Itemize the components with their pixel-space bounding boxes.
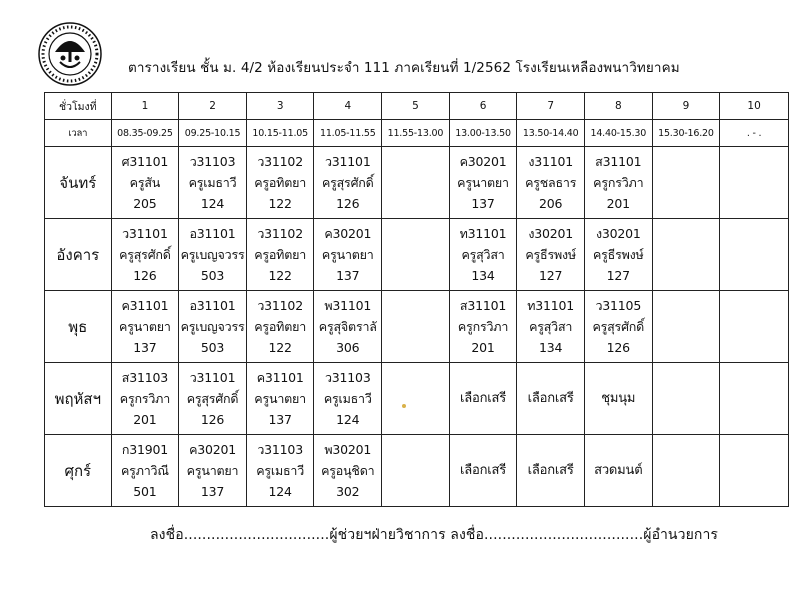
timetable xyxy=(44,92,789,507)
subject-room: 201 xyxy=(471,340,495,355)
subject-room: 127 xyxy=(539,268,563,283)
timetable-cell xyxy=(449,147,517,219)
timetable-cell xyxy=(584,363,652,435)
period-time: 09.25-10.15 xyxy=(179,120,247,147)
subject-room: 137 xyxy=(268,412,292,427)
period-time: 10.15-11.05 xyxy=(246,120,314,147)
timetable-cell xyxy=(111,435,179,507)
subject-teacher: ครูเบญจวรร xyxy=(180,247,245,262)
day-row xyxy=(45,435,789,507)
subject-code: ว31101 xyxy=(324,154,371,169)
subject-teacher: ครูอนุชิดา xyxy=(321,463,375,478)
subject-code: ว31105 xyxy=(595,298,642,313)
period-number: 8 xyxy=(584,93,652,120)
period-time: 11.05-11.55 xyxy=(314,120,382,147)
subject-room: 127 xyxy=(606,268,630,283)
timetable-cell xyxy=(584,219,652,291)
subject-code: ค30201 xyxy=(459,154,507,169)
timetable-cell xyxy=(179,147,247,219)
subject-teacher: ครูกรวิภา xyxy=(593,175,644,190)
subject-room: 122 xyxy=(268,340,292,355)
subject-teacher: ครูสุจิตราลั xyxy=(318,319,377,334)
subject-room: 126 xyxy=(133,268,157,283)
timetable-cell xyxy=(246,147,314,219)
timetable-cell xyxy=(584,435,652,507)
subject-code: ว31103 xyxy=(324,370,371,385)
subject-room: 122 xyxy=(268,196,292,211)
activity-label: เลือกเสรี xyxy=(527,391,574,406)
paper-speck xyxy=(402,404,406,408)
subject-code: ส31101 xyxy=(459,298,507,313)
subject-teacher: ครูภาวิณี xyxy=(121,463,169,478)
subject-code: ค31101 xyxy=(121,298,169,313)
subject-teacher: ครูนาตยา xyxy=(119,319,171,334)
timetable-cell xyxy=(179,291,247,363)
day-label: อังคาร xyxy=(45,219,112,291)
subject-room: 126 xyxy=(606,340,630,355)
subject-code: ว31103 xyxy=(257,442,303,457)
subject-code: ศ31101 xyxy=(121,154,169,169)
subject-room: 501 xyxy=(133,484,157,499)
subject-teacher: ครูกรวิภา xyxy=(457,319,509,334)
subject-code: อ31101 xyxy=(189,226,236,241)
timetable-cell xyxy=(720,147,789,219)
timetable-cell xyxy=(314,435,382,507)
subject-teacher: ครูอทิตยา xyxy=(254,247,307,262)
signature-assistant: ลงชื่อ................................ผู้ช่วยฯฝ่ายวิชาการ xyxy=(150,527,446,543)
subject-code: ว31101 xyxy=(189,370,236,385)
period-time: 13.50-14.40 xyxy=(517,120,585,147)
timetable-cell xyxy=(179,219,247,291)
subject-room: 137 xyxy=(336,268,360,283)
subject-room: 122 xyxy=(268,268,292,283)
day-label: ศุกร์ xyxy=(45,435,112,507)
timetable-cell xyxy=(720,219,789,291)
subject-code: ค31101 xyxy=(256,370,304,385)
day-row xyxy=(45,219,789,291)
subject-code: ท31101 xyxy=(459,226,507,241)
timetable-cell xyxy=(652,219,720,291)
activity-label: เลือกเสรี xyxy=(460,391,507,406)
subject-code: ว31101 xyxy=(122,226,168,241)
timetable-cell xyxy=(652,363,720,435)
subject-room: 137 xyxy=(471,196,495,211)
timetable-cell xyxy=(652,435,720,507)
timetable-cell xyxy=(720,291,789,363)
subject-teacher: ครูสุวิสา xyxy=(461,247,505,262)
timetable-cell xyxy=(382,147,450,219)
subject-teacher: ครูนาตยา xyxy=(457,175,509,190)
period-number: 2 xyxy=(179,93,247,120)
time-label: เวลา xyxy=(45,120,112,147)
subject-teacher: ครูเมธาวี xyxy=(256,463,305,478)
time-header-row xyxy=(45,120,789,147)
period-number: 6 xyxy=(449,93,517,120)
timetable-cell xyxy=(111,363,179,435)
subject-room: 137 xyxy=(133,340,157,355)
subject-room: 134 xyxy=(471,268,495,283)
period-number: 1 xyxy=(111,93,179,120)
subject-code: ก31901 xyxy=(121,442,168,457)
subject-teacher: ครูนาตยา xyxy=(321,247,374,262)
period-label: ชั่วโมงที่ xyxy=(45,93,112,120)
subject-teacher: ครูอทิตยา xyxy=(254,175,307,190)
subject-teacher: ครูสุรศักดิ์ xyxy=(186,391,239,406)
subject-code: พ31101 xyxy=(324,298,372,313)
subject-teacher: ครูนาตยา xyxy=(254,391,306,406)
timetable-cell xyxy=(449,291,517,363)
subject-teacher: ครูนาตยา xyxy=(186,463,239,478)
timetable-cell xyxy=(382,219,450,291)
timetable-cell xyxy=(314,291,382,363)
period-time: 11.55-13.00 xyxy=(382,120,450,147)
subject-code: ง31101 xyxy=(528,154,573,169)
period-time: 15.30-16.20 xyxy=(652,120,720,147)
subject-room: 503 xyxy=(200,268,225,283)
subject-room: 503 xyxy=(200,340,225,355)
subject-teacher: ครูเบญจวรร xyxy=(180,319,245,334)
timetable-cell xyxy=(382,363,450,435)
subject-teacher: ครูเมธาวี xyxy=(188,175,237,190)
subject-code: ว31103 xyxy=(189,154,236,169)
timetable-cell xyxy=(720,435,789,507)
day-label: พุธ xyxy=(45,291,112,363)
school-logo xyxy=(38,22,102,86)
timetable-cell xyxy=(179,435,247,507)
subject-code: ว31102 xyxy=(257,154,303,169)
timetable-cell xyxy=(449,363,517,435)
period-time: 08.35-09.25 xyxy=(111,120,179,147)
day-label: จันทร์ xyxy=(45,147,112,219)
activity-label: ชุมนุม xyxy=(601,391,636,406)
subject-code: พ30201 xyxy=(324,442,372,457)
timetable-cell xyxy=(517,435,585,507)
subject-teacher: ครูสุรศักดิ์ xyxy=(119,247,171,262)
period-time: . - . xyxy=(720,120,789,147)
subject-room: 124 xyxy=(200,196,225,211)
timetable-cell xyxy=(449,435,517,507)
period-number: 9 xyxy=(652,93,720,120)
subject-code: ค30201 xyxy=(324,226,372,241)
timetable-cell xyxy=(517,291,585,363)
subject-teacher: ครูสุรศักดิ์ xyxy=(592,319,645,334)
subject-teacher: ครูสุรศักดิ์ xyxy=(321,175,374,190)
subject-room: 126 xyxy=(336,196,360,211)
day-row xyxy=(45,147,789,219)
timetable-cell xyxy=(382,291,450,363)
activity-label: เลือกเสรี xyxy=(527,463,574,478)
subject-teacher: ครูธีรพงษ์ xyxy=(525,247,576,262)
subject-room: 126 xyxy=(200,412,225,427)
timetable-cell xyxy=(652,147,720,219)
subject-code: ว31102 xyxy=(257,226,303,241)
timetable-cell xyxy=(111,291,179,363)
day-row xyxy=(45,291,789,363)
period-number: 5 xyxy=(382,93,450,120)
period-number: 7 xyxy=(517,93,585,120)
activity-label: เลือกเสรี xyxy=(460,463,507,478)
signature-director: ลงชื่อ...................................ผู้อำนวยการ xyxy=(450,527,719,543)
timetable-cell xyxy=(179,363,247,435)
subject-room: 306 xyxy=(336,340,360,355)
subject-teacher: ครูธีรพงษ์ xyxy=(592,247,644,262)
page-title: ตารางเรียน ชั้น ม. 4/2 ห้องเรียนประจำ 111 ภาคเรียนที่ 1/2562 โรงเรียนเหลืองพนาวิทยาคม xyxy=(128,60,680,76)
subject-code: ค30201 xyxy=(189,442,236,457)
period-header-row xyxy=(45,93,789,120)
period-time: 13.00-13.50 xyxy=(449,120,517,147)
timetable-cell xyxy=(314,363,382,435)
period-number: 3 xyxy=(246,93,314,120)
subject-code: ง30201 xyxy=(595,226,641,241)
subject-code: อ31101 xyxy=(189,298,236,313)
timetable-cell xyxy=(246,291,314,363)
subject-code: ว31102 xyxy=(257,298,303,313)
timetable-cell xyxy=(584,291,652,363)
subject-room: 206 xyxy=(539,196,563,211)
timetable-cell xyxy=(720,363,789,435)
timetable-cell xyxy=(246,435,314,507)
period-number: 10 xyxy=(720,93,789,120)
subject-teacher: ครูกรวิภา xyxy=(119,391,171,406)
timetable-cell xyxy=(314,219,382,291)
period-time: 14.40-15.30 xyxy=(584,120,652,147)
timetable-cell xyxy=(246,219,314,291)
subject-code: ท31101 xyxy=(527,298,575,313)
timetable-cell xyxy=(449,219,517,291)
timetable-cell xyxy=(382,435,450,507)
subject-room: 124 xyxy=(336,412,360,427)
subject-teacher: ครูสัน xyxy=(129,175,161,190)
subject-teacher: ครูชลธาร xyxy=(525,175,577,190)
subject-room: 137 xyxy=(200,484,225,499)
subject-room: 201 xyxy=(133,412,157,427)
timetable-cell xyxy=(246,363,314,435)
subject-code: ง30201 xyxy=(528,226,573,241)
timetable-cell xyxy=(517,363,585,435)
period-number: 4 xyxy=(314,93,382,120)
subject-room: 302 xyxy=(336,484,360,499)
subject-room: 201 xyxy=(606,196,630,211)
subject-code: ส31103 xyxy=(121,370,168,385)
activity-label: สวดมนต์ xyxy=(594,463,643,478)
timetable-cell xyxy=(584,147,652,219)
subject-room: 124 xyxy=(268,484,292,499)
timetable-cell xyxy=(111,219,179,291)
subject-teacher: ครูเมธาวี xyxy=(323,391,372,406)
subject-room: 205 xyxy=(133,196,157,211)
timetable-cell xyxy=(517,147,585,219)
subject-code: ส31101 xyxy=(595,154,642,169)
timetable-cell xyxy=(314,147,382,219)
timetable-cell xyxy=(517,219,585,291)
timetable-cell xyxy=(111,147,179,219)
timetable-cell xyxy=(652,291,720,363)
day-row xyxy=(45,363,789,435)
subject-room: 134 xyxy=(539,340,563,355)
signature-line xyxy=(150,524,790,546)
day-label: พฤหัสฯ xyxy=(45,363,112,435)
subject-teacher: ครูสุวิสา xyxy=(529,319,573,334)
subject-teacher: ครูอทิตยา xyxy=(254,319,307,334)
